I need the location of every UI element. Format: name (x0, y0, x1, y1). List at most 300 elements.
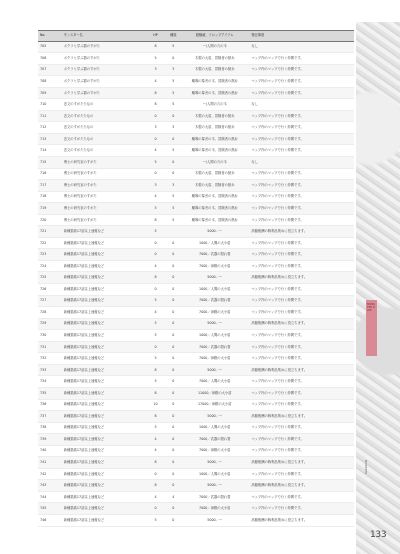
cell-hp: 8 (154, 460, 157, 465)
cell-name: 恋文のすがたたなの (63, 125, 94, 130)
cell-hp: 4 (154, 309, 157, 314)
cell-lv: 0 (172, 367, 175, 372)
table-row (38, 307, 354, 319)
cell-hp: 10 (153, 402, 158, 407)
cell-lv: 0 (172, 263, 175, 268)
cell-name: ボクラと学ぶ猫のすがた (63, 78, 100, 83)
cell-note: マップ内のマップで行く仲間です。 (251, 194, 304, 199)
cell-lv: 0 (172, 159, 175, 164)
cell-hp: 3 (154, 182, 157, 187)
cell-no: 725 (40, 275, 47, 280)
cell-hp: 8 (154, 413, 157, 418)
table-row (38, 457, 354, 469)
cell-note: マップ内のマップで行く仲間です。 (251, 240, 304, 245)
cell-note: なし (251, 102, 258, 107)
cell-name: 博士の研究室のすがた (63, 194, 97, 199)
cell-note: 高額報酬の戦利品集めに役立ちます。 (251, 413, 308, 418)
cell-hp: 8 (154, 217, 157, 222)
cell-name: 恋文のすがたたなの (63, 102, 94, 107)
cell-drop: 7000／神殿の大小盾 (199, 263, 231, 268)
cell-name: 新種猫族17話以上速報など (63, 379, 105, 384)
cell-no: 716 (40, 171, 47, 176)
cell-note: マップ内のマップで行く仲間です。 (251, 113, 304, 118)
cell-drop: 魔導の幕舎の木、冒険者の熱弁 (191, 136, 238, 141)
cell-lv: 3 (172, 67, 175, 72)
cell-name: 新種猫族17話以上速報など (63, 425, 105, 430)
cell-name: 新種猫族17話以上速報など (63, 367, 105, 372)
cell-hp: 8 (154, 44, 157, 49)
cell-note: 高額報酬の戦利品集めに役立ちます。 (251, 275, 308, 280)
cell-name: 新種猫族17話以上速報など (63, 275, 105, 280)
table-row (38, 434, 354, 446)
cell-drop: 7000／武器の隠れ蓑 (199, 252, 231, 257)
cell-name: 新種猫族17話以上速報など (63, 240, 105, 245)
cell-drop: 木製の大盾、冒険者の熱弁 (194, 171, 235, 176)
cell-lv: 0 (172, 333, 175, 337)
cell-hp: 5 (154, 159, 157, 164)
cell-no: 732 (40, 356, 47, 361)
cell-no: 744 (40, 494, 47, 499)
cell-lv: 0 (172, 379, 175, 384)
cell-drop: 5000／ー (207, 517, 223, 522)
cell-no: 730 (40, 333, 47, 337)
table-row (38, 203, 354, 215)
side-label: MONSTER (364, 460, 367, 475)
cell-lv: 5 (172, 102, 175, 107)
cell-no: 723 (40, 252, 47, 257)
cell-drop: 魔導の幕舎の木、冒険者の熱弁 (191, 205, 238, 210)
cell-lv: 0 (172, 413, 175, 418)
cell-no: 743 (40, 483, 47, 488)
cell-hp: 5 (154, 229, 157, 234)
cell-name: ボクラと学ぶ猫のすがた (63, 90, 100, 95)
cell-note: マップ内のマップで行く仲間です。 (251, 217, 304, 222)
table-row (38, 88, 354, 100)
cell-hp: 3 (154, 67, 157, 72)
cell-name: 恋文のすがたたなの (63, 148, 94, 153)
table-row (38, 411, 354, 423)
cell-name: 新種猫族17話以上速報など (63, 321, 105, 326)
cell-lv: 0 (172, 240, 175, 245)
cell-no: 706 (40, 55, 47, 60)
cell-drop: 17000／神殿の大小盾 (197, 402, 232, 407)
cell-hp: 5 (154, 356, 157, 361)
cell-no: 721 (40, 229, 47, 234)
cell-hp: 4 (154, 436, 157, 441)
cell-note: マップ内のマップで行く仲間です。 (251, 78, 304, 83)
cell-note: 高額報酬の戦利品集めに役立ちます。 (251, 483, 308, 488)
cell-lv: 5 (172, 44, 175, 49)
cell-hp: 0 (154, 506, 157, 511)
cell-drop: 5000／ー (207, 413, 223, 418)
cell-no: 745 (40, 506, 47, 511)
cell-name: 博士の研究室のすがた (63, 217, 97, 222)
table-row (38, 388, 354, 400)
header-drop: 経験値、ドロップアイテム (195, 33, 234, 38)
table-row (38, 145, 354, 157)
cell-note: マップ内のマップで行く仲間です。 (251, 286, 304, 291)
cell-name: 博士の研究室のすがた (63, 182, 97, 187)
cell-no: 737 (40, 413, 47, 418)
cell-drop: 7000／武器の隠れ蓑 (199, 344, 231, 349)
cell-note: マップ内のマップで行く仲間です。 (251, 379, 304, 384)
table-row (38, 238, 354, 250)
cell-hp: 8 (154, 483, 157, 488)
header-name: モンスター名 (63, 33, 83, 38)
cell-no: 742 (40, 471, 47, 476)
cell-drop: 魔導の幕舎の木、冒険者の熱弁 (191, 217, 238, 222)
cell-note: マップ内のマップで行く仲間です。 (251, 55, 304, 60)
cell-no: 741 (40, 460, 47, 465)
cell-hp: 4 (154, 263, 157, 268)
cell-note: マップ内のマップで行く仲間です。 (251, 90, 304, 95)
cell-drop: 5000／ー (207, 275, 223, 280)
table-row (38, 157, 354, 169)
table-row (38, 376, 354, 388)
cell-no: 714 (40, 148, 47, 153)
cell-hp: 4 (154, 194, 157, 199)
cell-name: 恋文のすがたたなの (63, 113, 94, 118)
cell-drop: ー/人間の穴の木 (202, 102, 227, 107)
table-row (38, 42, 354, 54)
cell-note: マップ内のマップで行く仲間です。 (251, 494, 304, 499)
cell-no: 717 (40, 182, 47, 187)
cell-note: マップ内のマップで行く仲間です。 (251, 333, 304, 337)
cell-lv: 5 (172, 78, 175, 83)
cell-lv: 0 (172, 448, 175, 453)
cell-hp: 4 (154, 494, 157, 499)
section-tab-label: MONSTER DATA (367, 303, 375, 312)
cell-name: 新種猫族17話以上速報など (63, 263, 105, 268)
cell-lv: 0 (172, 471, 175, 476)
cell-note: マップ内のマップで行く仲間です。 (251, 356, 304, 361)
table-row (38, 342, 354, 354)
cell-name: 新種猫族17話以上速報など (63, 229, 105, 234)
cell-no: 727 (40, 298, 47, 303)
table-row (38, 169, 354, 181)
cell-name: ボクラと学ぶ猫のすがた (63, 67, 100, 72)
cell-hp: 5 (154, 425, 157, 430)
table-row (38, 180, 354, 192)
cell-no: 711 (40, 113, 47, 118)
cell-lv: 5 (172, 148, 175, 153)
cell-no: 710 (40, 102, 47, 107)
cell-hp: 0 (154, 286, 157, 291)
cell-name: 新種猫族17話以上速報など (63, 344, 105, 349)
cell-lv: 5 (172, 217, 175, 222)
cell-hp: 0 (154, 136, 157, 141)
cell-drop: 木製の大盾、冒険者の熱弁 (194, 55, 235, 60)
cell-hp: 5 (154, 55, 157, 60)
cell-note: マップ内のマップで行く仲間です。 (251, 344, 304, 349)
cell-note: マップ内のマップで行く仲間です。 (251, 136, 304, 141)
cell-no: 734 (40, 379, 47, 384)
cell-drop: 木製の大盾、冒険者の熱弁 (194, 182, 235, 187)
cell-hp: 8 (154, 367, 157, 372)
cell-lv: 3 (172, 182, 175, 187)
cell-name: 新種猫族17話以上速報など (63, 460, 105, 465)
cell-name: 新種猫族17話以上速報など (63, 298, 105, 303)
table-row (38, 400, 354, 412)
cell-drop: 5000／ー (207, 367, 223, 372)
cell-hp: 8 (154, 390, 157, 395)
table-row (38, 284, 354, 296)
cell-hp: 8 (154, 90, 157, 95)
cell-hp: 0 (154, 252, 157, 257)
cell-note: マップ内のマップで行く仲間です。 (251, 471, 304, 476)
cell-drop: 7000／武器の隠れ蓑 (199, 436, 231, 441)
cell-no: 729 (40, 321, 47, 326)
table-row (38, 515, 354, 527)
table-row (38, 99, 354, 111)
cell-lv: 0 (172, 390, 175, 395)
header-no: No. (40, 33, 46, 38)
cell-hp: 5 (154, 298, 157, 303)
cell-drop: 5000／ー (207, 460, 223, 465)
header-note: 特記事項 (251, 33, 265, 38)
cell-hp: 8 (154, 102, 157, 107)
cell-hp: 0 (154, 471, 157, 476)
cell-hp: 0 (154, 113, 157, 118)
table-row (38, 65, 354, 77)
cell-drop: 魔導の幕舎の木、冒険者の熱弁 (191, 78, 238, 83)
cell-name: ボクラと学ぶ猫のすがた (63, 44, 100, 49)
page-number: 133 (370, 530, 387, 540)
table-row (38, 249, 354, 261)
cell-hp: 5 (154, 379, 157, 384)
table-row (38, 261, 354, 273)
cell-no: 724 (40, 263, 47, 268)
cell-name: 新種猫族17話以上速報など (63, 471, 105, 476)
cell-name: 新種猫族17話以上速報など (63, 286, 105, 291)
cell-drop: ー/人間の穴の木 (202, 159, 227, 164)
cell-hp: 0 (154, 171, 157, 176)
cell-no: 736 (40, 402, 47, 407)
cell-hp: 4 (154, 148, 157, 153)
cell-no: 708 (40, 78, 47, 83)
cell-lv: 0 (172, 113, 175, 118)
cell-lv: 4 (172, 494, 175, 499)
cell-drop: 木製の大盾、冒険者の熱弁 (194, 113, 235, 118)
table-row (38, 492, 354, 504)
cell-no: 713 (40, 136, 47, 141)
cell-drop: 7000／人間の大小盾 (199, 379, 231, 384)
cell-no: 733 (40, 367, 47, 372)
cell-lv: 0 (172, 309, 175, 314)
cell-name: 新種猫族17話以上速報など (63, 333, 105, 337)
cell-hp: 0 (154, 344, 157, 349)
table-row (38, 226, 354, 238)
cell-drop: 魔導の幕舎の木、冒険者の熱弁 (191, 90, 238, 95)
cell-no: 705 (40, 44, 47, 49)
cell-lv: 0 (172, 252, 175, 257)
cell-hp: 3 (154, 125, 157, 130)
cell-drop: 1000／人間の大小盾 (199, 240, 231, 245)
cell-name: 新種猫族17話以上速報など (63, 252, 105, 257)
cell-drop: 木製の大盾、冒険者の熱弁 (194, 125, 235, 130)
cell-drop: 魔導の幕舎の木、冒険者の熱弁 (191, 148, 238, 153)
table-row (38, 53, 354, 65)
table-header (38, 30, 354, 42)
cell-no: 726 (40, 286, 47, 291)
cell-hp: 4 (154, 78, 157, 83)
cell-drop: 木製の大盾、冒険者の熱弁 (194, 67, 235, 72)
cell-drop: 7000／武器の隠れ蓑 (199, 494, 231, 499)
cell-note: マップ内のマップで行く仲間です。 (251, 436, 304, 441)
cell-note: 高額報酬の戦利品集めに役立ちます。 (251, 367, 308, 372)
cell-note: 高額報酬の戦利品集めに役立ちます。 (251, 517, 308, 522)
table-row (38, 111, 354, 123)
cell-drop: 11000／神殿の大小盾 (197, 390, 232, 395)
cell-name: 新種猫族17話以上速報など (63, 448, 105, 453)
table-row (38, 76, 354, 88)
cell-name: 新種猫族17話以上速報など (63, 494, 105, 499)
cell-lv: 5 (172, 90, 175, 95)
header-lv: 種族 (170, 33, 177, 38)
cell-no: 709 (40, 90, 47, 95)
cell-note: マップ内のマップで行く仲間です。 (251, 309, 304, 314)
cell-name: 新種猫族17話以上速報など (63, 436, 105, 441)
cell-drop: 5000／ー (207, 321, 223, 326)
cell-lv: 0 (172, 402, 175, 407)
table-row (38, 330, 354, 342)
table-row (38, 503, 354, 515)
monster-table (38, 30, 354, 527)
cell-name: ボクラと学ぶ猫のすがた (63, 55, 100, 60)
table-row (38, 469, 354, 481)
cell-drop: 1000／人間の大小盾 (199, 471, 231, 476)
table-row (38, 353, 354, 365)
cell-drop: 5000／ー (207, 229, 223, 234)
cell-no: 740 (40, 448, 47, 453)
cell-name: 新種猫族17話以上速報など (63, 309, 105, 314)
cell-note: マップ内のマップで行く仲間です。 (251, 148, 304, 153)
cell-note: マップ内のマップで行く仲間です。 (251, 448, 304, 453)
cell-drop: ー/人間の穴の木 (202, 44, 227, 49)
cell-note: マップ内のマップで行く仲間です。 (251, 402, 304, 407)
cell-drop: 7000／武器の隠れ蓑 (199, 298, 231, 303)
cell-no: 739 (40, 436, 47, 441)
cell-note: マップ内のマップで行く仲間です。 (251, 125, 304, 130)
table-row (38, 319, 354, 331)
cell-lv: 0 (172, 298, 175, 303)
cell-note: マップ内のマップで行く仲間です。 (251, 298, 304, 303)
cell-name: 新種猫族17話以上速報など (63, 517, 105, 522)
cell-hp: 8 (154, 275, 157, 280)
cell-lv: 0 (172, 286, 175, 291)
cell-lv: 0 (172, 344, 175, 349)
cell-lv: 0 (172, 171, 175, 176)
cell-no: 722 (40, 240, 47, 245)
cell-drop: 7000／神殿の大小盾 (199, 356, 231, 361)
cell-note: なし (251, 44, 258, 49)
cell-hp: 0 (154, 240, 157, 245)
cell-lv: 0 (172, 483, 175, 488)
cell-hp: 5 (154, 333, 157, 337)
cell-drop: 1000／人間の大小盾 (199, 425, 231, 430)
cell-no: 728 (40, 309, 47, 314)
cell-drop: 7000／神殿の大小盾 (199, 309, 231, 314)
cell-no: 746 (40, 517, 47, 522)
cell-no: 715 (40, 159, 47, 164)
cell-drop: 魔導の幕舎の木、冒険者の熱弁 (191, 194, 238, 199)
cell-note: マップ内のマップで行く仲間です。 (251, 67, 304, 72)
cell-no: 718 (40, 194, 47, 199)
table-row (38, 122, 354, 134)
cell-lv: 0 (172, 136, 175, 141)
cell-hp: 4 (154, 448, 157, 453)
cell-lv: 0 (172, 356, 175, 361)
cell-no: 719 (40, 205, 47, 210)
cell-no: 720 (40, 217, 47, 222)
cell-no: 735 (40, 390, 47, 395)
cell-lv: 0 (172, 436, 175, 441)
table-row (38, 446, 354, 458)
cell-lv: 0 (172, 460, 175, 465)
stone-texture-strip (356, 22, 400, 554)
table-row (38, 423, 354, 435)
cell-hp: 5 (154, 517, 157, 522)
cell-name: 新種猫族17話以上速報など (63, 506, 105, 511)
cell-drop: 5000／ー (207, 483, 223, 488)
cell-lv: 3 (172, 125, 175, 130)
cell-name: 新種猫族17話以上速報など (63, 402, 105, 407)
cell-lv: 5 (172, 205, 175, 210)
cell-note: マップ内のマップで行く仲間です。 (251, 506, 304, 511)
cell-note: なし (251, 159, 258, 164)
cell-no: 731 (40, 344, 47, 349)
header-hp: HP (153, 33, 158, 38)
cell-lv: 0 (172, 55, 175, 60)
cell-note: マップ内のマップで行く仲間です。 (251, 182, 304, 187)
cell-name: 新種猫族17話以上速報など (63, 390, 105, 395)
cell-name: 恋文のすがたたなの (63, 136, 94, 141)
cell-lv: 0 (172, 517, 175, 522)
cell-note: 高額報酬の戦利品集めに役立ちます。 (251, 321, 308, 326)
cell-note: 高額報酬の戦利品集めに役立ちます。 (251, 460, 308, 465)
cell-name: 新種猫族17話以上速報など (63, 483, 105, 488)
cell-note: マップ内のマップで行く仲間です。 (251, 425, 304, 430)
table-row (38, 134, 354, 146)
cell-lv: 5 (172, 194, 175, 199)
cell-lv: 0 (172, 321, 175, 326)
cell-name: 博士の研究室のすがた (63, 159, 97, 164)
cell-hp: 5 (154, 321, 157, 326)
cell-name: 博士の研究室のすがた (63, 205, 97, 210)
cell-drop: 1000／人間の大小盾 (199, 286, 231, 291)
cell-name: 新種猫族17話以上速報など (63, 356, 105, 361)
cell-note: マップ内のマップで行く仲間です。 (251, 171, 304, 176)
table-row (38, 365, 354, 377)
cell-drop: 7000／神殿の大小盾 (199, 506, 231, 511)
cell-note: マップ内のマップで行く仲間です。 (251, 263, 304, 268)
cell-hp: 5 (154, 205, 157, 210)
cell-name: 博士の研究室のすがた (63, 171, 97, 176)
table-row (38, 192, 354, 204)
table-row (38, 480, 354, 492)
cell-lv: 0 (172, 275, 175, 280)
table-row (38, 272, 354, 284)
cell-drop: 7000／神殿の大小盾 (199, 448, 231, 453)
cell-no: 712 (40, 125, 47, 130)
cell-note: マップ内のマップで行く仲間です。 (251, 390, 304, 395)
cell-no: 707 (40, 67, 47, 72)
cell-no: 738 (40, 425, 47, 430)
cell-drop: 1000／人間の大小盾 (199, 333, 231, 337)
table-row (38, 296, 354, 308)
cell-note: マップ内のマップで行く仲間です。 (251, 205, 304, 210)
cell-lv: 0 (172, 425, 175, 430)
